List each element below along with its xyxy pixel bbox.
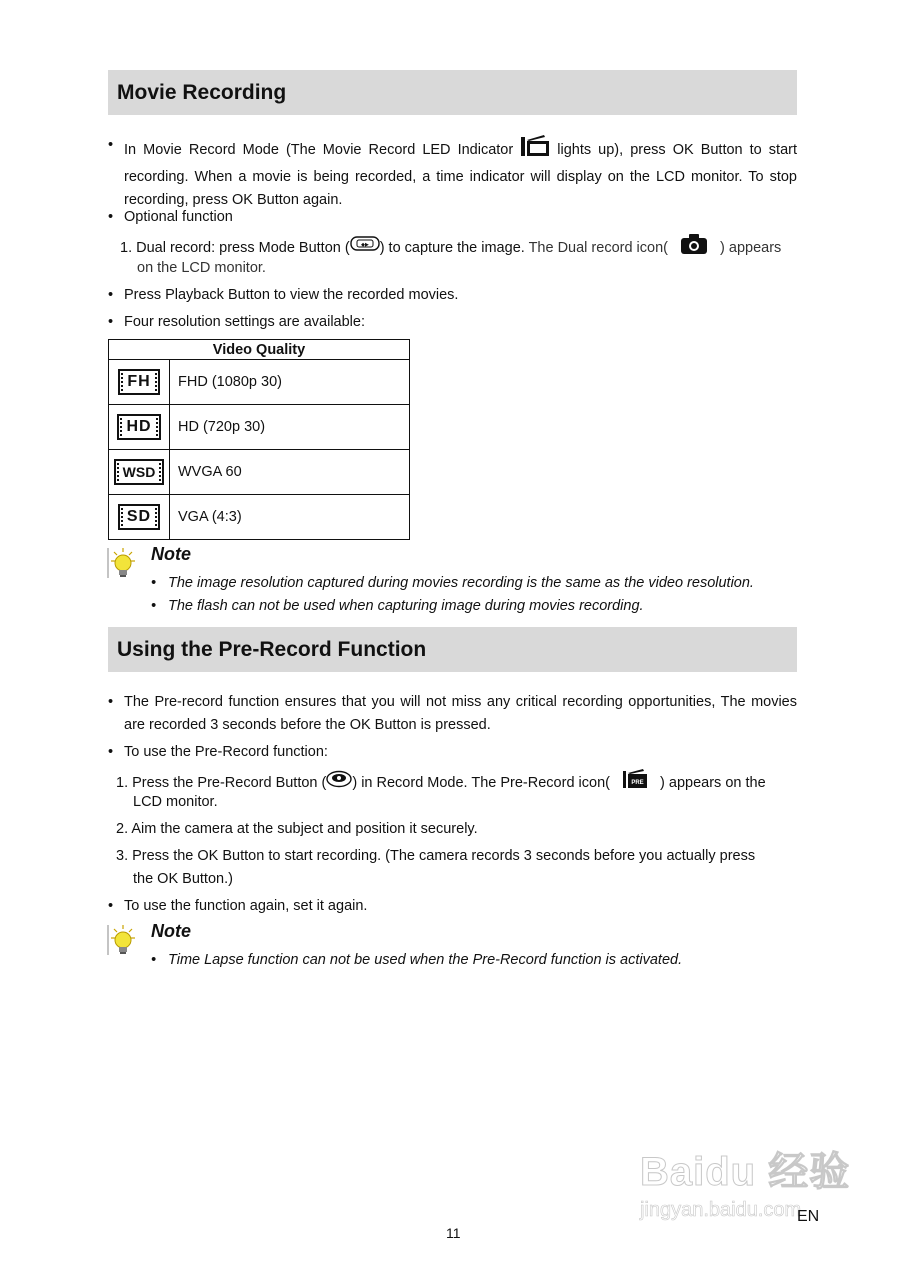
note-title: Note [151, 544, 191, 564]
bullet-marker: • [108, 898, 114, 914]
fh-resolution-icon: FH [118, 369, 159, 395]
table-row [109, 495, 410, 540]
pre-record-description: The Pre-record function ensures that you will not miss any critical recording opportunities, The movies are recorded 3 seconds before the OK Button is pressed. [124, 694, 797, 733]
resolution-label: FHD (1080p 30) [170, 360, 410, 405]
resolution-label: VGA (4:3) [170, 495, 410, 540]
bullet-marker: • [151, 575, 157, 591]
text-part: ) appears on the [660, 774, 766, 791]
bullet-marker: • [151, 598, 157, 614]
playback-paragraph: Press Playback Button to view the recorded movies. [124, 287, 459, 303]
sd-resolution-icon: SD [118, 504, 160, 530]
resolution-icon-cell [109, 360, 170, 405]
section-header-pre-record [108, 627, 797, 672]
section-title: Movie Recording [117, 81, 287, 104]
step-1 [116, 768, 797, 798]
table-row [109, 450, 410, 495]
optional-function-label: Optional function [124, 209, 233, 225]
pre-record-button-icon [326, 770, 352, 796]
language-label: EN [797, 1208, 820, 1225]
resolution-label: WVGA 60 [170, 450, 410, 495]
dual-record-item-cont: on the LCD monitor. [137, 260, 266, 276]
lightbulb-icon [106, 546, 140, 585]
note-item: The image resolution captured during movies recording is the same as the video resolution. [168, 575, 754, 591]
movie-record-led-icon [520, 134, 550, 166]
camera-icon [680, 233, 708, 263]
note-title: Note [151, 921, 191, 941]
watermark-url: jingyan.baidu.com [640, 1199, 802, 1221]
hd-resolution-icon: HD [117, 414, 160, 440]
mode-button-icon [350, 235, 380, 261]
step-2: 2. Aim the camera at the subject and position it securely. [116, 821, 478, 837]
svg-text:PRE: PRE [631, 780, 644, 786]
resolution-icon-cell [109, 495, 170, 540]
paragraph-movie-record-mode [124, 134, 797, 212]
page-number: 11 [446, 1225, 461, 1241]
step-3-cont: the OK Button.) [133, 871, 233, 887]
text-part: lights up), press OK Button to start recording. When a movie is being recorded, a time indicator will display on the LCD monitor. To stop recording, press OK Button again. [124, 141, 797, 208]
bullet-marker: • [108, 314, 114, 330]
bullet-marker: • [108, 209, 114, 225]
resolution-label: HD (720p 30) [170, 405, 410, 450]
bullet-marker: • [108, 744, 114, 760]
note-item: The flash can not be used when capturing image during movies recording. [168, 598, 644, 614]
resolution-icon-cell [109, 450, 170, 495]
step-1-cont: LCD monitor. [133, 794, 218, 810]
bullet-marker: • [108, 694, 114, 710]
table-row [109, 360, 410, 405]
svg-text:◆▶: ◆▶ [360, 242, 369, 248]
step-3: 3. Press the OK Button to start recording. (The camera records 3 seconds before you actually press [116, 848, 756, 864]
wsd-resolution-icon: WSD [114, 459, 165, 485]
bullet-marker: • [108, 287, 114, 303]
text-part: ) to capture the image. [379, 239, 525, 256]
set-again-paragraph: To use the function again, set it again. [124, 898, 368, 914]
pre-record-icon [622, 768, 648, 798]
watermark-logo: Baidu 经验 [640, 1150, 851, 1194]
note-item: Time Lapse function can not be used when the Pre-Record function is activated. [168, 952, 683, 968]
text-part: In Movie Record Mode (The Movie Record LED Indicator [124, 141, 514, 158]
bullet-marker: • [151, 952, 157, 968]
text-part: ) in Record Mode. The Pre-Record icon( [352, 774, 610, 791]
text-part: 1. Press the Pre-Record Button ( [116, 774, 327, 791]
resolution-intro: Four resolution settings are available: [124, 314, 365, 330]
text-part: ) appears [720, 239, 782, 256]
bullet-marker: • [108, 137, 114, 153]
text-part: The Dual record icon( [528, 239, 668, 256]
table-header: Video Quality [109, 340, 410, 360]
text-part: 1. Dual record: press Mode Button ( [120, 239, 350, 256]
resolution-icon-cell [109, 405, 170, 450]
section-title: Using the Pre-Record Function [117, 638, 427, 661]
pre-record-howto: To use the Pre-Record function: [124, 744, 328, 760]
table-row [109, 405, 410, 450]
lightbulb-icon [106, 923, 140, 962]
video-quality-table [108, 339, 410, 540]
section-header-movie-recording [108, 70, 797, 115]
